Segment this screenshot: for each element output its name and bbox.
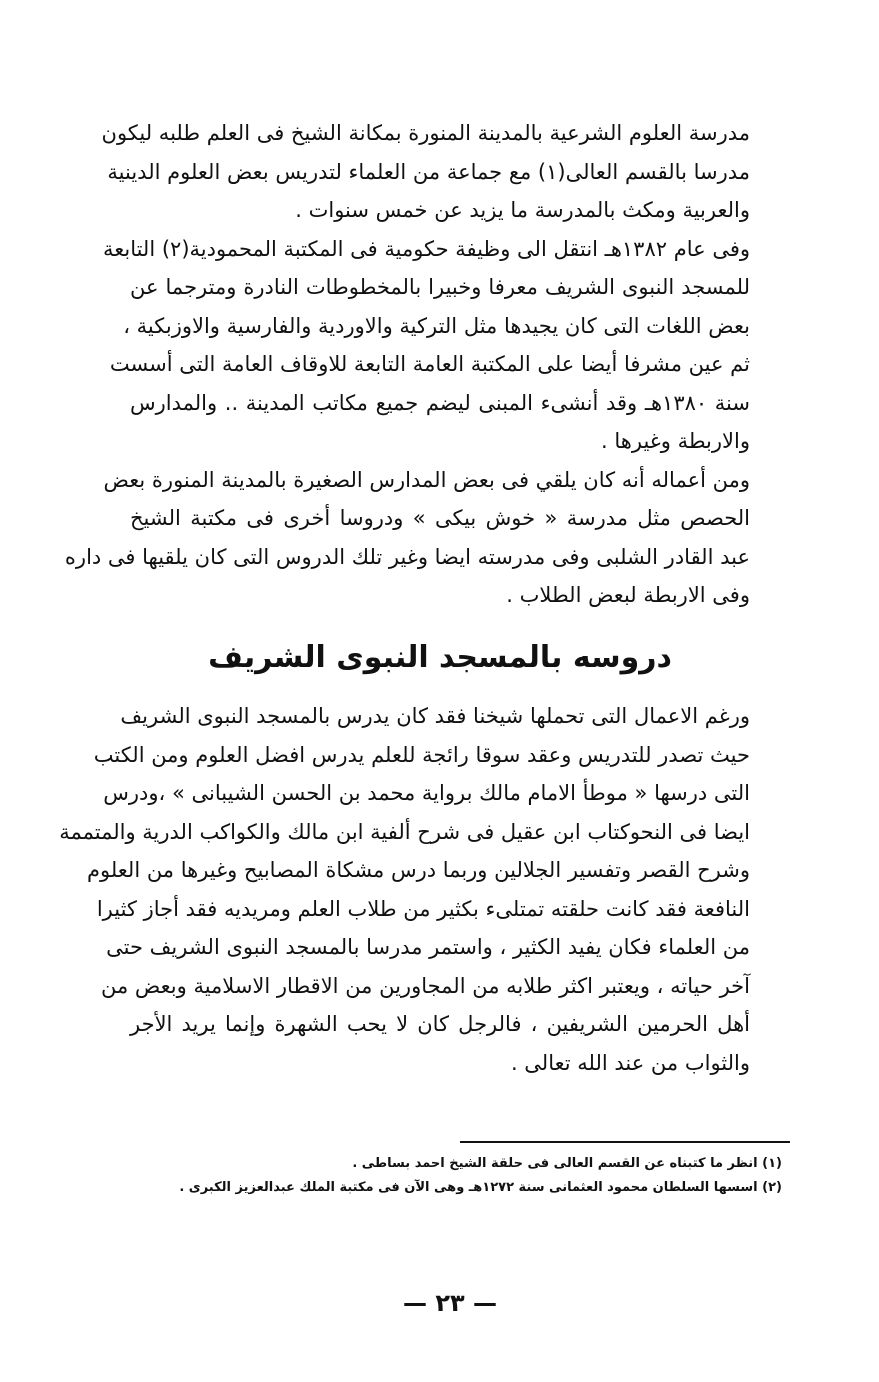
- text-line: مدرسا بالقسم العالى(١) مع جماعة من العلماء لتدريس بعض العلوم الدينية: [107, 159, 750, 184]
- text-line: مدرسة العلوم الشرعية بالمدينة المنورة بمكانة الشيخ فى العلم طلبه ليكون: [101, 121, 750, 145]
- footnotes: [130, 1152, 782, 1200]
- text-line: عبد القادر الشلبى وفى مدرسته ايضا وغير تلك الدروس التى كان يلقيها فى داره: [64, 544, 750, 569]
- text-line: ورغم الاعمال التى تحملها شيخنا فقد كان يدرس بالمسجد النبوى الشريف: [120, 704, 750, 728]
- text-line: والعربية ومكث بالمدرسة ما يزيد عن خمس سنوات .: [295, 198, 750, 222]
- footnote-1: (١) انظر ما كتبناه عن القسم العالى فى حلقة الشيخ احمد بساطى .: [352, 1156, 782, 1171]
- text-line: وفى عام ١٣٨٢هـ انتقل الى وظيفة حكومية فى المكتبة المحمودية(٢) التابعة: [102, 236, 750, 261]
- text-line: التى درسها « موطأ الامام مالك برواية محمد بن الحسن الشيبانى » ،ودرس: [103, 781, 750, 805]
- text-line: للمسجد النبوى الشريف معرفا وخبيرا بالمخطوطات النادرة ومترجما عن: [130, 275, 750, 299]
- text-line: الحصص مثل مدرسة « خوش بيكى » ودروسا أخرى فى مكتبة الشيخ: [130, 506, 750, 530]
- body-text-bottom: [59, 697, 750, 1082]
- text-line: حيث تصدر للتدريس وعقد سوقا رائجة للعلم يدرس افضل العلوم ومن الكتب: [93, 742, 750, 767]
- text-line: بعض اللغات التى كان يجيدها مثل التركية والاوردية والفارسية والاوزبكية ،: [123, 313, 750, 338]
- text-line: سنة ١٣٨٠هـ وقد أنشىء المبنى ليضم جميع مكاتب المدينة .. والمدارس: [130, 390, 750, 415]
- text-line: ومن أعماله أنه كان يلقي فى بعض المدارس الصغيرة بالمدينة المنورة بعض: [103, 467, 750, 492]
- footnote-2: (٢) اسسها السلطان محمود العثمانى سنة ١٢٧٢هـ وهى الآن فى مكتبة الملك عبدالعزيز الكبرى .: [179, 1180, 782, 1195]
- text-line: ايضا فى النحوكتاب ابن عقيل فى شرح ألفية ابن مالك والكواكب الدرية والمتممة: [59, 819, 750, 844]
- page-number: — ٢٣ —: [402, 1289, 497, 1317]
- text-line: آخر حياته ، ويعتبر اكثر طلابه من المجاورين من الاقطار الاسلامية وبعض من: [101, 973, 750, 998]
- text-line: وشرح القصر وتفسير الجلالين وربما درس مشكاة المصابيح وغيرها من العلوم: [86, 858, 750, 882]
- text-line: أهل الحرمين الشريفين ، فالرجل كان لا يحب الشهرة وإنما يريد الأجر: [130, 1012, 750, 1036]
- text-line: من العلماء فكان يفيد الكثير ، واستمر مدرسا بالمسجد النبوى الشريف حتى: [106, 935, 750, 959]
- text-line: النافعة فقد كانت حلقته تمتلىء بكثير من طلاب العلم ومريديه فقد أجاز كثيرا: [96, 896, 750, 921]
- section-heading: دروسه بالمسجد النبوى الشريف: [208, 640, 672, 675]
- body-text-top: [64, 114, 750, 615]
- text-line: وفى الاربطة لبعض الطلاب .: [506, 583, 750, 607]
- text-line: والاربطة وغيرها .: [601, 429, 750, 453]
- footnote-divider: [460, 1141, 790, 1143]
- text-line: ثم عين مشرفا أيضا على المكتبة العامة التابعة للاوقاف العامة التى أسست: [109, 352, 750, 376]
- text-line: والثواب من عند الله تعالى .: [510, 1050, 750, 1075]
